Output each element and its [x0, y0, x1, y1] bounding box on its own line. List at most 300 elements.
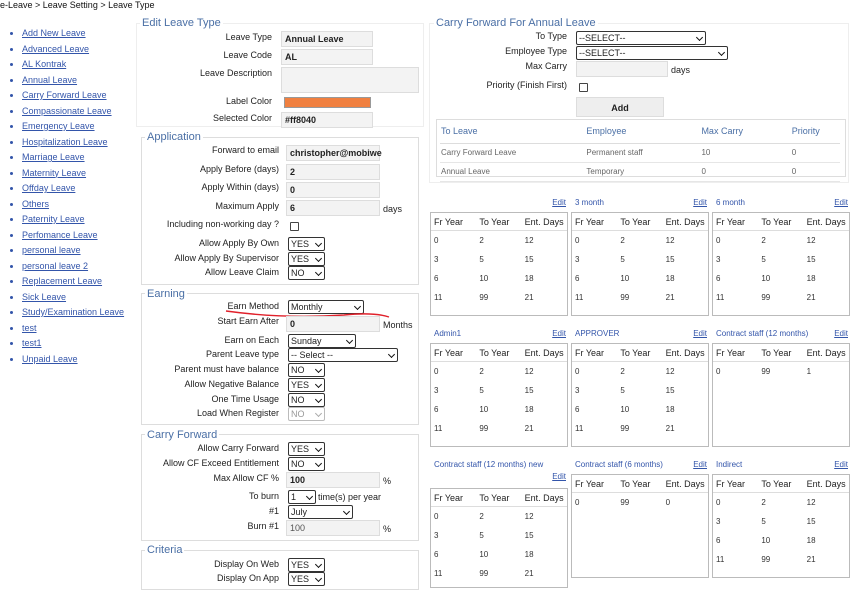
max-carry-input[interactable]: [576, 61, 668, 77]
entitlement-card: [712, 460, 850, 588]
entitlement-cell: 0: [575, 498, 580, 507]
entitlement-cell: 12: [524, 512, 534, 521]
leave-type-item: [22, 136, 138, 152]
entitlement-cell: 12: [665, 367, 675, 376]
entitlement-cell: 11: [434, 569, 443, 578]
entitlement-header: Fr Year: [575, 217, 605, 227]
to-burn-select[interactable]: 1: [288, 490, 316, 504]
cf-table-header: Employee: [585, 119, 700, 143]
table-row: [431, 507, 567, 526]
entitlement-cell: 11: [575, 293, 584, 302]
table-row: [440, 143, 840, 162]
display-web-select[interactable]: YES: [288, 558, 325, 572]
to-burn-unit: time(s) per year: [318, 492, 382, 502]
earn-method-select[interactable]: Monthly: [288, 300, 364, 314]
to-type-select[interactable]: --SELECT--: [576, 31, 706, 45]
entitlement-cell: 2: [479, 367, 484, 376]
entitlement-cell: 15: [665, 386, 675, 395]
cf-exceed-select[interactable]: NO: [288, 457, 325, 471]
leave-type-item: [22, 182, 138, 198]
entitlement-cell: 15: [524, 386, 534, 395]
leave-type-link[interactable]: personal leave 2: [22, 260, 89, 271]
entitlement-cell: 11: [716, 555, 725, 564]
entitlement-cell: 6: [716, 536, 721, 545]
entitlement-cell: 2: [479, 236, 484, 245]
leave-type-item: [22, 213, 138, 229]
start-earn-input[interactable]: 0: [286, 316, 380, 332]
entitlement-edit-link[interactable]: Edit: [834, 198, 848, 207]
display-app-label: Display On App: [216, 573, 279, 583]
entitlement-cell: 5: [479, 255, 484, 264]
apply-by-supervisor-label: Allow Apply By Supervisor: [174, 253, 279, 263]
entitlement-card-title: Contract staff (6 months): [575, 460, 663, 469]
load-register-label: Load When Register: [196, 408, 279, 418]
entitlement-edit-link[interactable]: Edit: [552, 472, 566, 481]
entitlement-cell: 2: [761, 236, 766, 245]
entitlement-card-title: Admin1: [434, 329, 462, 338]
table-row: [431, 526, 567, 545]
table-row: [431, 564, 567, 583]
entitlement-cell: 99: [479, 569, 489, 578]
entitlement-cell: 99: [479, 424, 489, 433]
forward-email-input[interactable]: christopher@mobiwe: [286, 145, 380, 161]
leave-type-link[interactable]: AL Kontrak: [22, 59, 67, 69]
entitlement-cell: 0: [716, 367, 721, 376]
leave-type-item: [22, 167, 138, 183]
leave-type-link[interactable]: Sick Leave: [22, 291, 67, 302]
to-type-label: To Type: [535, 31, 567, 41]
entitlement-cell: 15: [524, 255, 534, 264]
entitlement-cell: 10: [761, 274, 771, 283]
negative-balance-select[interactable]: YES: [288, 378, 325, 392]
table-row: [713, 250, 849, 269]
table-row: [713, 231, 849, 250]
entitlement-cell: 99: [620, 424, 630, 433]
cf-table-header: Max Carry: [700, 119, 790, 143]
leave-type-item: [22, 275, 138, 291]
apply-within-input[interactable]: 0: [286, 182, 380, 198]
entitlement-cell: 10: [479, 405, 489, 414]
entitlement-cell: 1: [806, 367, 812, 376]
table-row: [431, 288, 567, 307]
entitlement-cell: 15: [806, 255, 816, 264]
entitlement-cell: 11: [716, 293, 725, 302]
entitlement-table: [430, 488, 568, 588]
table-row: [713, 493, 849, 512]
entitlement-header: To Year: [479, 493, 510, 503]
leave-type-link[interactable]: personal leave: [22, 245, 81, 255]
entitlement-cell: 6: [716, 274, 721, 283]
selected-color-input[interactable]: #ff8040: [281, 112, 373, 128]
leave-type-link[interactable]: Carry Forward Leave: [22, 90, 107, 100]
leave-type-link[interactable]: Paternity Leave: [22, 214, 85, 224]
max-cf-input[interactable]: 100: [286, 472, 380, 488]
entitlement-table: [712, 343, 850, 447]
entitlement-cell: 6: [434, 550, 439, 559]
employee-type-select[interactable]: --SELECT--: [576, 46, 728, 60]
leave-type-link[interactable]: Advanced Leave: [22, 43, 90, 54]
entitlement-header: Fr Year: [575, 348, 605, 358]
parent-leave-type-label: Parent Leave type: [205, 349, 279, 359]
entitlement-header: To Year: [479, 348, 510, 358]
entitlement-cell: 18: [665, 405, 675, 414]
entitlement-cell: 12: [806, 498, 816, 507]
entitlement-header: To Year: [761, 479, 792, 489]
burn1-input[interactable]: 100: [286, 520, 380, 536]
entitlement-header: To Year: [761, 348, 792, 358]
entitlement-table: [571, 212, 709, 316]
leave-type-link[interactable]: Offday Leave: [22, 183, 76, 193]
entitlement-header: Ent. Days: [665, 217, 705, 227]
entitlement-header: Fr Year: [434, 348, 464, 358]
entitlement-cell: 0: [665, 498, 671, 507]
add-button[interactable]: Add: [576, 97, 664, 117]
entitlement-cell: 3: [716, 255, 721, 264]
table-row: [572, 419, 708, 438]
leave-type-link[interactable]: test1: [22, 338, 42, 348]
entitlement-header: To Year: [479, 217, 510, 227]
table-row: [713, 531, 849, 550]
employee-type-label: Employee Type: [505, 46, 567, 56]
apply-before-input[interactable]: 2: [286, 164, 380, 180]
entitlement-cell: 2: [479, 512, 484, 521]
entitlement-cell: 10: [620, 274, 630, 283]
table-row: [572, 493, 708, 512]
leave-type-item: [22, 306, 138, 322]
priority-label: Priority (Finish First): [486, 80, 567, 90]
entitlement-cell: 21: [665, 424, 675, 433]
entitlement-card-title: 6 month: [716, 198, 745, 207]
leave-type-label: Leave Type: [225, 32, 272, 42]
entitlement-cell: 21: [524, 569, 534, 578]
table-row: [431, 400, 567, 419]
entitlement-cell: 99: [479, 293, 489, 302]
entitlement-cell: 0: [575, 236, 580, 245]
entitlement-cell: 21: [524, 424, 534, 433]
earn-each-select[interactable]: Sunday: [288, 334, 356, 348]
table-row: [572, 381, 708, 400]
entitlement-table: [571, 343, 709, 447]
label-color-picker[interactable]: [284, 97, 371, 108]
entitlement-header: To Year: [620, 348, 651, 358]
allow-carry-forward-select[interactable]: YES: [288, 442, 325, 456]
entitlement-header: Fr Year: [716, 217, 746, 227]
negative-balance-label: Allow Negative Balance: [184, 379, 279, 389]
entitlement-cell: 10: [620, 405, 630, 414]
apply-before-label: Apply Before (days): [199, 164, 279, 174]
table-row: [431, 419, 567, 438]
leave-type-link[interactable]: Perfomance Leave: [22, 229, 98, 240]
entitlement-header: To Year: [620, 479, 651, 489]
leave-type-item: [22, 322, 138, 338]
table-row: [431, 231, 567, 250]
entitlement-card-title: 3 month: [575, 198, 604, 207]
entitlement-edit-link[interactable]: Edit: [552, 329, 566, 338]
leave-type-item: [22, 105, 138, 121]
parent-leave-type-select[interactable]: -- Select --: [288, 348, 398, 362]
entitlement-cell: 10: [479, 274, 489, 283]
earn-each-label: Earn on Each: [224, 335, 279, 345]
entitlement-header: Fr Year: [716, 479, 746, 489]
start-earn-label: Start Earn After: [217, 316, 279, 326]
table-row: [572, 269, 708, 288]
entitlement-cell: 6: [575, 274, 580, 283]
entitlement-header: Ent. Days: [806, 348, 846, 358]
entitlement-cell: 6: [575, 405, 580, 414]
entitlement-header: Fr Year: [716, 348, 746, 358]
leave-type-item: [22, 58, 138, 74]
leave-type-item: [22, 151, 138, 167]
entitlement-card: [571, 460, 709, 588]
maximum-apply-label: Maximum Apply: [215, 201, 279, 211]
entitlement-cell: 3: [575, 386, 580, 395]
entitlement-edit-link[interactable]: Edit: [834, 460, 848, 469]
entitlement-card: [571, 198, 709, 326]
entitlement-card: [430, 329, 568, 457]
leave-type-link[interactable]: Others: [22, 198, 50, 209]
entitlement-edit-link[interactable]: Edit: [552, 198, 566, 207]
maximum-apply-unit: days: [383, 204, 403, 214]
application-legend: Application: [147, 131, 201, 143]
leave-type-item: [22, 43, 138, 59]
cf-table-header: To Leave: [440, 119, 585, 143]
leave-type-link[interactable]: test: [22, 322, 37, 333]
entitlement-cell: 15: [665, 255, 675, 264]
entitlement-card: [430, 460, 568, 588]
cf-table-header: Priority: [791, 119, 840, 143]
cf-annual-legend: Carry Forward For Annual Leave: [436, 17, 596, 29]
breadcrumb: e-Leave > Leave Setting > Leave Type: [0, 0, 155, 10]
entitlement-cell: 5: [620, 255, 625, 264]
entitlement-cell: 5: [620, 386, 625, 395]
entitlement-cell: 11: [434, 424, 443, 433]
entitlement-cell: 6: [434, 405, 439, 414]
entitlement-header: Ent. Days: [665, 479, 705, 489]
entitlement-cell: 5: [761, 517, 766, 526]
leave-code-input[interactable]: AL: [281, 49, 373, 65]
entitlement-cell: 18: [806, 274, 816, 283]
entitlement-cell: 12: [806, 236, 816, 245]
table-row: [431, 362, 567, 381]
criteria-panel: [141, 550, 419, 590]
table-row: [713, 550, 849, 569]
entitlement-card: [430, 198, 568, 326]
entitlement-cell: 0: [716, 236, 721, 245]
entitlement-cell: 99: [620, 498, 630, 507]
entitlement-cell: 99: [761, 293, 771, 302]
entitlement-header: To Year: [620, 217, 651, 227]
leave-type-list: [8, 27, 138, 368]
leave-type-item: [22, 229, 138, 245]
entitlement-cell: 5: [479, 531, 484, 540]
entitlement-card: [712, 198, 850, 326]
entitlement-edit-link[interactable]: Edit: [834, 329, 848, 338]
table-row: [572, 231, 708, 250]
table-row: [431, 545, 567, 564]
start-earn-unit: Months: [383, 320, 413, 330]
leave-type-link[interactable]: Maternity Leave: [22, 167, 87, 178]
leave-type-input[interactable]: Annual Leave: [281, 31, 373, 47]
leave-type-item: [22, 260, 138, 276]
selected-color-label: Selected Color: [212, 113, 272, 123]
entitlement-cell: 99: [620, 293, 630, 302]
table-row: [440, 162, 840, 181]
leave-type-link[interactable]: Emergency Leave: [22, 121, 95, 131]
entitlement-cell: 0: [716, 498, 721, 507]
table-row: [431, 381, 567, 400]
entitlement-cell: 2: [761, 498, 766, 507]
cf-table-cell: Carry Forward Leave: [440, 143, 585, 162]
entitlement-cell: 11: [575, 424, 584, 433]
entitlement-cell: 5: [761, 255, 766, 264]
leave-claim-select[interactable]: NO: [288, 266, 325, 280]
entitlement-card-title: Contract staff (12 months): [716, 329, 809, 338]
entitlement-cell: 3: [575, 255, 580, 264]
cf-table-cell: Permanent staff: [585, 143, 700, 162]
entitlement-edit-link[interactable]: Edit: [693, 460, 707, 469]
entitlement-header: To Year: [761, 217, 792, 227]
entitlement-edit-link[interactable]: Edit: [693, 329, 707, 338]
entitlement-cell: 10: [479, 550, 489, 559]
entitlement-table: [712, 212, 850, 316]
leave-type-item: [22, 89, 138, 105]
entitlement-cell: 12: [524, 367, 534, 376]
cf-table-cell: Annual Leave: [440, 162, 585, 181]
entitlement-header: Fr Year: [434, 493, 464, 503]
burn-month-label: #1: [268, 506, 279, 516]
leave-type-item: [22, 27, 138, 43]
entitlement-card: [571, 329, 709, 457]
leave-type-item: [22, 74, 138, 90]
earn-method-label: Earn Method: [227, 301, 279, 311]
edit-leave-type-legend: Edit Leave Type: [142, 17, 221, 29]
leave-type-item: [22, 291, 138, 307]
leave-type-item: [22, 337, 138, 353]
to-burn-label: To burn: [248, 491, 279, 501]
display-app-select[interactable]: YES: [288, 572, 325, 586]
entitlement-cell: 0: [575, 367, 580, 376]
entitlement-cell: 2: [620, 367, 625, 376]
parent-balance-label: Parent must have balance: [174, 364, 279, 374]
entitlement-header: Fr Year: [434, 217, 464, 227]
max-cf-label: Max Allow CF %: [213, 473, 279, 483]
carry-forward-table: [440, 119, 840, 182]
leave-code-label: Leave Code: [223, 50, 272, 60]
entitlement-cell: 12: [524, 236, 534, 245]
parent-balance-select[interactable]: NO: [288, 363, 325, 377]
entitlement-table: [571, 474, 709, 578]
criteria-legend: Criteria: [147, 544, 183, 556]
entitlement-header: Fr Year: [575, 479, 605, 489]
table-row: [431, 269, 567, 288]
leave-type-link[interactable]: Marriage Leave: [22, 152, 85, 162]
entitlement-cell: 21: [806, 293, 816, 302]
entitlement-header: Ent. Days: [524, 493, 564, 503]
table-row: [572, 362, 708, 381]
burn-month-select[interactable]: July: [288, 505, 353, 519]
max-carry-label: Max Carry: [525, 61, 567, 71]
carry-forward-legend: Carry Forward: [147, 429, 218, 441]
entitlement-cell: 21: [665, 293, 675, 302]
leave-type-link[interactable]: Compassionate Leave: [22, 105, 112, 116]
leave-type-link[interactable]: Replacement Leave: [22, 276, 103, 286]
allow-carry-forward-label: Allow Carry Forward: [197, 443, 279, 453]
one-time-usage-select[interactable]: NO: [288, 393, 325, 407]
entitlement-card-title: Indirect: [716, 460, 743, 469]
table-row: [572, 250, 708, 269]
table-row: [713, 362, 849, 381]
forward-email-label: Forward to email: [211, 145, 279, 155]
entitlement-cell: 18: [806, 536, 816, 545]
leave-type-item: [22, 120, 138, 136]
entitlement-header: Ent. Days: [806, 479, 846, 489]
entitlement-edit-link[interactable]: Edit: [693, 198, 707, 207]
apply-within-label: Apply Within (days): [201, 182, 279, 192]
entitlement-cell: 5: [479, 386, 484, 395]
label-color-label: Label Color: [225, 96, 272, 106]
leave-type-item: [22, 353, 138, 369]
leave-claim-label: Allow Leave Claim: [204, 267, 279, 277]
entitlement-header: Ent. Days: [806, 217, 846, 227]
table-row: [713, 512, 849, 531]
leave-type-link[interactable]: Annual Leave: [22, 74, 78, 85]
entitlement-card-title: APPROVER: [575, 329, 620, 338]
entitlement-cell: 21: [806, 555, 816, 564]
leave-description-textarea[interactable]: [281, 67, 419, 93]
entitlement-header: Ent. Days: [665, 348, 705, 358]
entitlement-cell: 99: [761, 555, 771, 564]
entitlement-header: Ent. Days: [524, 217, 564, 227]
cf-table-cell: 0: [700, 162, 790, 181]
priority-checkbox[interactable]: [579, 83, 588, 92]
entitlement-table: [712, 474, 850, 578]
entitlement-cell: 0: [434, 512, 439, 521]
entitlement-cell: 3: [434, 255, 439, 264]
entitlement-cell: 15: [524, 531, 534, 540]
entitlement-cell: 2: [620, 236, 625, 245]
one-time-usage-label: One Time Usage: [211, 394, 279, 404]
leave-type-link[interactable]: Hospitalization Leave: [22, 136, 108, 147]
entitlement-card: [712, 329, 850, 457]
leave-type-link[interactable]: Study/Examination Leave: [22, 307, 125, 317]
entitlement-header: Ent. Days: [524, 348, 564, 358]
apply-by-supervisor-select[interactable]: YES: [288, 252, 325, 266]
entitlement-cell: 18: [524, 550, 534, 559]
entitlement-cell: 18: [665, 274, 675, 283]
leave-type-link[interactable]: Add New Leave: [22, 28, 86, 38]
table-row: [431, 250, 567, 269]
earning-legend: Earning: [147, 288, 185, 300]
display-web-label: Display On Web: [214, 559, 279, 569]
leave-type-item: [22, 198, 138, 214]
apply-by-own-select[interactable]: YES: [288, 237, 325, 251]
entitlement-table: [430, 212, 568, 316]
burn1-unit: %: [383, 524, 392, 534]
entitlement-cell: 12: [665, 236, 675, 245]
entitlement-cell: 15: [806, 517, 816, 526]
cf-table-cell: 0: [791, 162, 840, 181]
nonworking-day-checkbox[interactable]: [290, 222, 299, 231]
cf-table-cell: Temporary: [585, 162, 700, 181]
leave-type-link[interactable]: Unpaid Leave: [22, 353, 78, 364]
maximum-apply-input[interactable]: 6: [286, 200, 380, 216]
leave-type-item: [22, 244, 138, 260]
entitlement-cell: 0: [434, 367, 439, 376]
entitlement-card-title: Contract staff (12 months) new: [434, 460, 544, 469]
entitlement-cell: 21: [524, 293, 534, 302]
entitlement-cell: 18: [524, 405, 534, 414]
entitlement-cell: 18: [524, 274, 534, 283]
